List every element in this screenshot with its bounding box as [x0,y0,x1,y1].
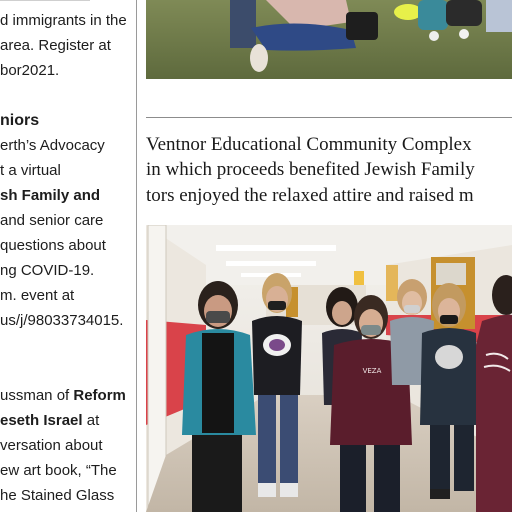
bold-name: eseth Israel [0,412,83,429]
article-line: versation about [0,437,103,454]
event-link[interactable]: us/j/98033734015. [0,312,124,329]
bold-name: Reform [73,387,126,404]
article-line: erth’s Advocacy [0,137,105,154]
article-line [0,387,126,405]
column-divider [136,0,137,512]
article-line: m. event at [0,287,75,304]
article-line: he Stained Glass [0,487,115,504]
article-line: d immigrants in the [0,12,127,29]
article-text: at [82,412,100,429]
article-line: t a virtual [0,162,61,179]
section-rule [146,117,512,118]
top-photo [146,0,512,79]
shirt-logo-text: VEZA [362,367,382,375]
top-photo-illustration [146,0,512,79]
hallway-photo-illustration [146,225,512,512]
article-line: bor2021. [0,62,60,79]
photo-caption-line: Ventnor Educational Community Complex [146,134,472,155]
photo-caption-line: in which proceeds benefited Jewish Family [146,159,475,180]
article-text: ussman of [0,387,74,404]
article-line: and senior care [0,212,104,229]
main-photo [146,225,512,512]
article-line: area. Register at [0,37,111,54]
article-line: questions about [0,237,106,254]
article-line: ew art book, “The [0,462,117,479]
left-article-column [0,0,136,512]
article-line: ng COVID-19. [0,262,95,279]
article-line-bold: sh Family and [0,187,101,204]
photo-caption-line: tors enjoyed the relaxed attire and raised m [146,185,474,206]
section-heading: niors [0,112,40,129]
article-line [0,412,99,430]
cut-off-text-line [0,0,136,2]
